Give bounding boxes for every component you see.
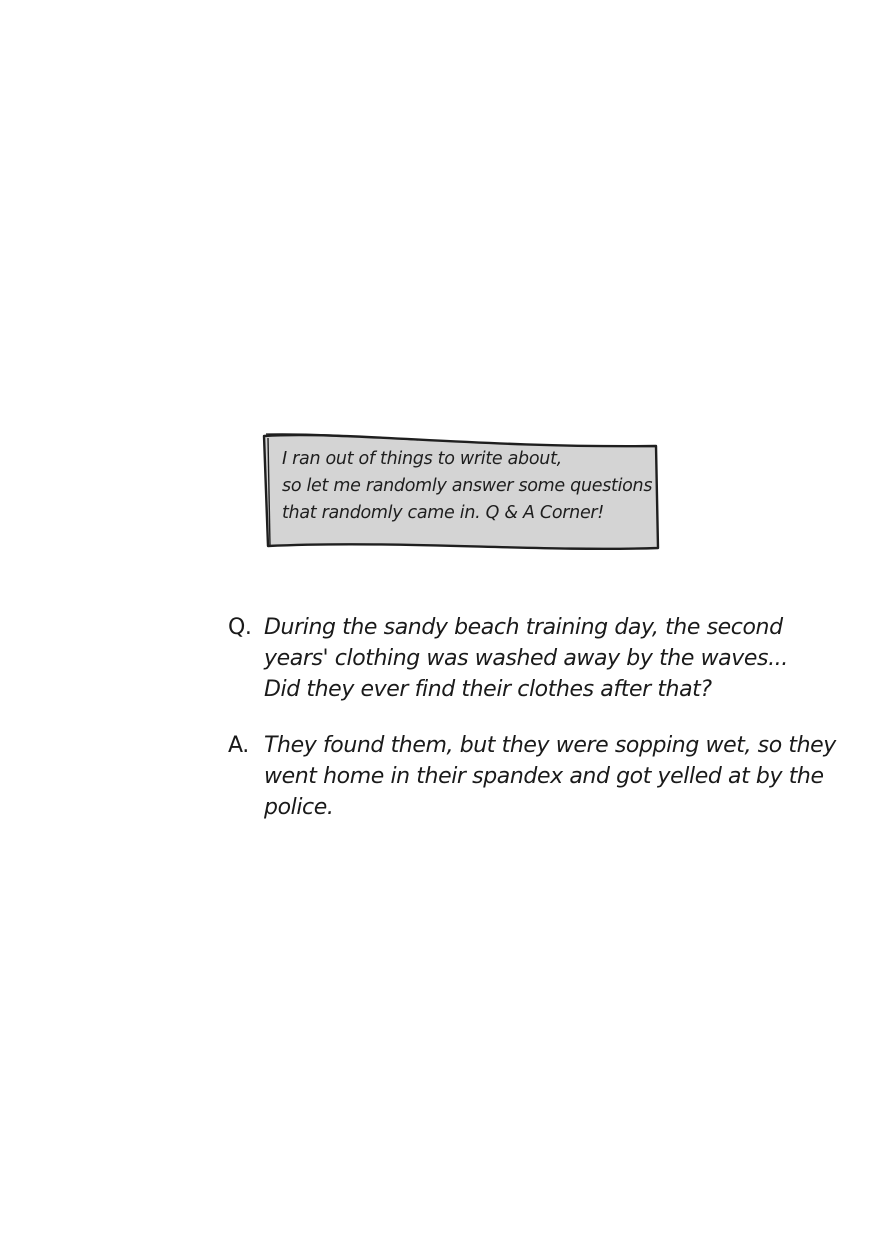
answer-marker: A. — [228, 733, 249, 758]
question-line: During the sandy beach training day, the second — [264, 615, 783, 640]
question-marker: Q. — [228, 615, 252, 640]
question-line: Did they ever find their clothes after that? — [264, 677, 712, 702]
answer-line: They found them, but they were sopping wet, so they — [264, 733, 836, 758]
question-text — [264, 612, 788, 705]
intro-note-box — [258, 428, 662, 556]
question-line: years' clothing was washed away by the waves... — [264, 646, 788, 671]
answer-line: went home in their spandex and got yelled at by the — [264, 764, 824, 789]
answer-text — [264, 730, 836, 823]
intro-note-text — [282, 446, 652, 527]
intro-line: so let me randomly answer some questions — [282, 476, 653, 496]
answer-line: police. — [264, 795, 334, 820]
intro-line: I ran out of things to write about, — [282, 449, 562, 469]
intro-line: that randomly came in. Q & A Corner! — [282, 503, 605, 523]
